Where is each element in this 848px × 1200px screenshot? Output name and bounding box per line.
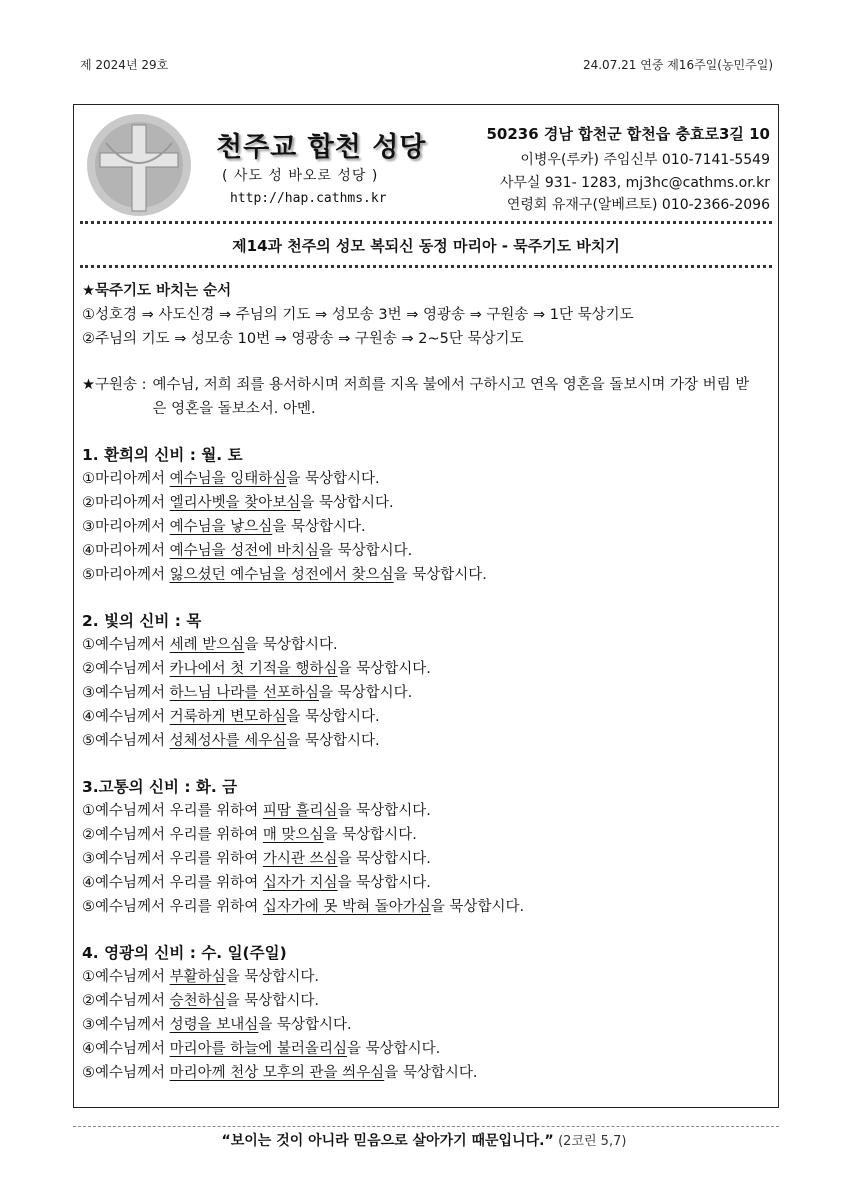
mystery-item-text: ①예수님께서 우리를 위하여 [82,803,263,819]
mystery-item [82,965,772,989]
mystery-item [82,563,772,587]
parish-name: 천주교 합천 성당 [216,132,427,163]
mystery-item-text: 을 묵상합시다. [346,1041,441,1057]
mystery-item-emphasis: 하느님 나라를 선포하심 [169,685,319,701]
salvation-text: 예수님, 저희 죄를 용서하시며 저희를 지옥 불에서 구하시고 연옥 영혼을 돌보시며 가장 버림 받은 영혼을 돌보소서. 아멘. [152,377,750,417]
mystery-item [82,729,772,753]
mystery-item-text: 을 묵상합시다. [318,685,413,701]
mystery-item-text: ⑤예수님께서 [82,1065,170,1081]
mystery-item-text: ④마리아께서 [82,543,170,559]
mystery-item-emphasis: 피땀 흘리심 [262,803,338,819]
mystery-item [82,657,772,681]
order-heading: ★묵주기도 바치는 순서 [82,283,232,299]
mystery-item-emphasis: 엘리사벳을 찾아보심 [169,495,301,511]
order-line: ①성호경 ⇒ 사도신경 ⇒ 주님의 기도 ⇒ 성모송 3번 ⇒ 영광송 ⇒ 구원송 ⇒ 1단 묵상기도 [82,307,634,323]
mystery-item-emphasis: 성령을 보내심 [169,1017,259,1033]
mystery-item-text: 을 묵상합시다. [337,851,431,867]
mystery-item-emphasis: 십자가에 못 박혀 돌아가심 [262,899,431,915]
issue-date: 24.07.21 연중 제16주일(농민주일) [582,58,773,72]
mystery-item-text: ②예수님께서 [82,993,170,1009]
issue-number: 제 2024년 29호 [80,58,169,72]
council-contact: 연령회 유재구(알베르토) 010-2366-2096 [506,197,770,213]
order-line: ②주님의 기도 ⇒ 성모송 10번 ⇒ 영광송 ⇒ 구원송 ⇒ 2~5단 묵상기도 [82,331,524,347]
salvation-label: ★구원송 : [82,377,147,393]
lesson-title: 제14과 천주의 성모 복되신 동정 마리아 - 묵주기도 바치기 [232,237,620,255]
salvation-prayer [82,373,772,421]
mystery-item-text: ⑤예수님께서 [82,733,170,749]
mystery-item-text: ③예수님께서 [82,685,170,701]
mystery-item-emphasis: 세례 받으심 [169,637,245,653]
mystery-item-emphasis: 매 맞으심 [262,827,324,843]
mystery-item-text: ③예수님께서 우리를 위하여 [82,851,263,867]
mystery-item-text: 을 묵상합시다. [286,733,380,749]
mystery-item-text: ⑤마리아께서 [82,567,170,583]
mystery-heading: 1. 환희의 신비 : 월. 토 [82,446,243,464]
mystery-item [82,539,772,563]
dotted-divider [80,221,772,224]
mystery-item-text: 을 묵상합시다. [384,1065,478,1081]
mystery-item-text: ②마리아께서 [82,495,170,511]
footer-quote [0,1130,848,1150]
mystery-item-text: 을 묵상합시다. [258,1017,352,1033]
mysteries-list [82,421,772,1085]
mystery-item-text: ①예수님께서 [82,969,170,985]
mystery-item-text: 을 묵상합시다. [430,899,525,915]
mystery-item-text: ①마리아께서 [82,471,170,487]
mystery-item [82,823,772,847]
mystery-item [82,1037,772,1061]
bulletin-frame [73,104,779,1108]
mystery-item-text: 을 묵상합시다. [323,827,417,843]
mystery-item [82,1013,772,1037]
mystery-item-emphasis: 예수님을 성전에 바치심 [169,543,319,559]
mystery-item [82,681,772,705]
mystery-item-text: 을 묵상합시다. [225,993,319,1009]
mystery-item-text: ①예수님께서 [82,637,170,653]
mystery-item-emphasis: 예수님을 잉태하심 [169,471,287,487]
mystery-item-text: ②예수님께서 우리를 위하여 [82,827,263,843]
mystery-item [82,515,772,539]
mystery-item-emphasis: 예수님을 낳으심 [169,519,273,535]
content-body [82,279,772,1085]
mystery-item [82,799,772,823]
mystery-item [82,1061,772,1085]
mystery-item [82,989,772,1013]
mystery-heading: 4. 영광의 신비 : 수. 일(주일) [82,944,287,962]
mystery-item-text: 을 묵상합시다. [337,875,431,891]
quote-text: “보이는 것이 아니라 믿음으로 살아가기 때문입니다.” [221,1133,554,1149]
mystery-item-emphasis: 성체성사를 세우심 [169,733,287,749]
mystery-item-emphasis: 마리아께 천상 모후의 관을 씌우심 [169,1065,385,1081]
mystery-item [82,491,772,515]
mystery-heading: 3.고통의 신비 : 화. 금 [82,778,238,796]
mystery-item [82,633,772,657]
mystery-item-text: 을 묵상합시다. [393,567,487,583]
mystery-item-text: 을 묵상합시다. [337,803,431,819]
mystery-item-text: 을 묵상합시다. [286,709,380,725]
mystery-item-text: 을 묵상합시다. [272,519,366,535]
mystery-item-text: ④예수님께서 [82,1041,170,1057]
quote-reference: (2코린 5,7) [558,1134,627,1149]
mystery-item [82,895,772,919]
mystery-item-emphasis: 카나에서 첫 기적을 행하심 [169,661,338,677]
mystery-item-emphasis: 부활하심 [169,969,226,985]
mystery-item-text: 을 묵상합시다. [318,543,413,559]
mystery-item [82,467,772,491]
mystery-item-text: ④예수님께서 [82,709,170,725]
mystery-item-text: 을 묵상합시다. [337,661,431,677]
mystery-heading: 2. 빛의 신비 : 목 [82,612,202,630]
mystery-item-text: 을 묵상합시다. [286,471,380,487]
mystery-item-text: ③예수님께서 [82,1017,170,1033]
mystery-item-text: 을 묵상합시다. [300,495,394,511]
parish-url[interactable]: http://hap.cathms.kr [230,191,387,206]
mystery-item-emphasis: 가시관 쓰심 [262,851,338,867]
mystery-item-emphasis: 잃으셨던 예수님을 성전에서 찾으심 [169,567,394,583]
office-contact: 사무실 931- 1283, mj3hc@cathms.or.kr [499,175,770,191]
dotted-divider [80,265,772,268]
mystery-item [82,871,772,895]
mystery-item-text: ④예수님께서 우리를 위하여 [82,875,263,891]
mystery-item-text: 을 묵상합시다. [225,969,319,985]
mystery-item-emphasis: 마리아를 하늘에 불러올리심 [169,1041,347,1057]
mystery-item-text: ②예수님께서 [82,661,170,677]
mystery-item-text: ③마리아께서 [82,519,170,535]
parish-patron: ( 사도 성 바오로 성당 ) [222,168,379,184]
mystery-item [82,705,772,729]
mystery-item-text: 을 묵상합시다. [244,637,338,653]
parish-address: 50236 경남 합천군 합천읍 충효로3길 10 [486,125,770,143]
mystery-item [82,847,772,871]
mystery-item-emphasis: 거룩하게 변모하심 [169,709,287,725]
footer-divider [73,1126,779,1127]
church-logo-icon [86,113,192,217]
mystery-item-text: ⑤예수님께서 우리를 위하여 [82,899,263,915]
mystery-item-emphasis: 승천하심 [169,993,226,1009]
pastor-contact: 이병우(루카) 주임신부 010-7141-5549 [520,152,770,168]
mystery-item-emphasis: 십자가 지심 [262,875,338,891]
